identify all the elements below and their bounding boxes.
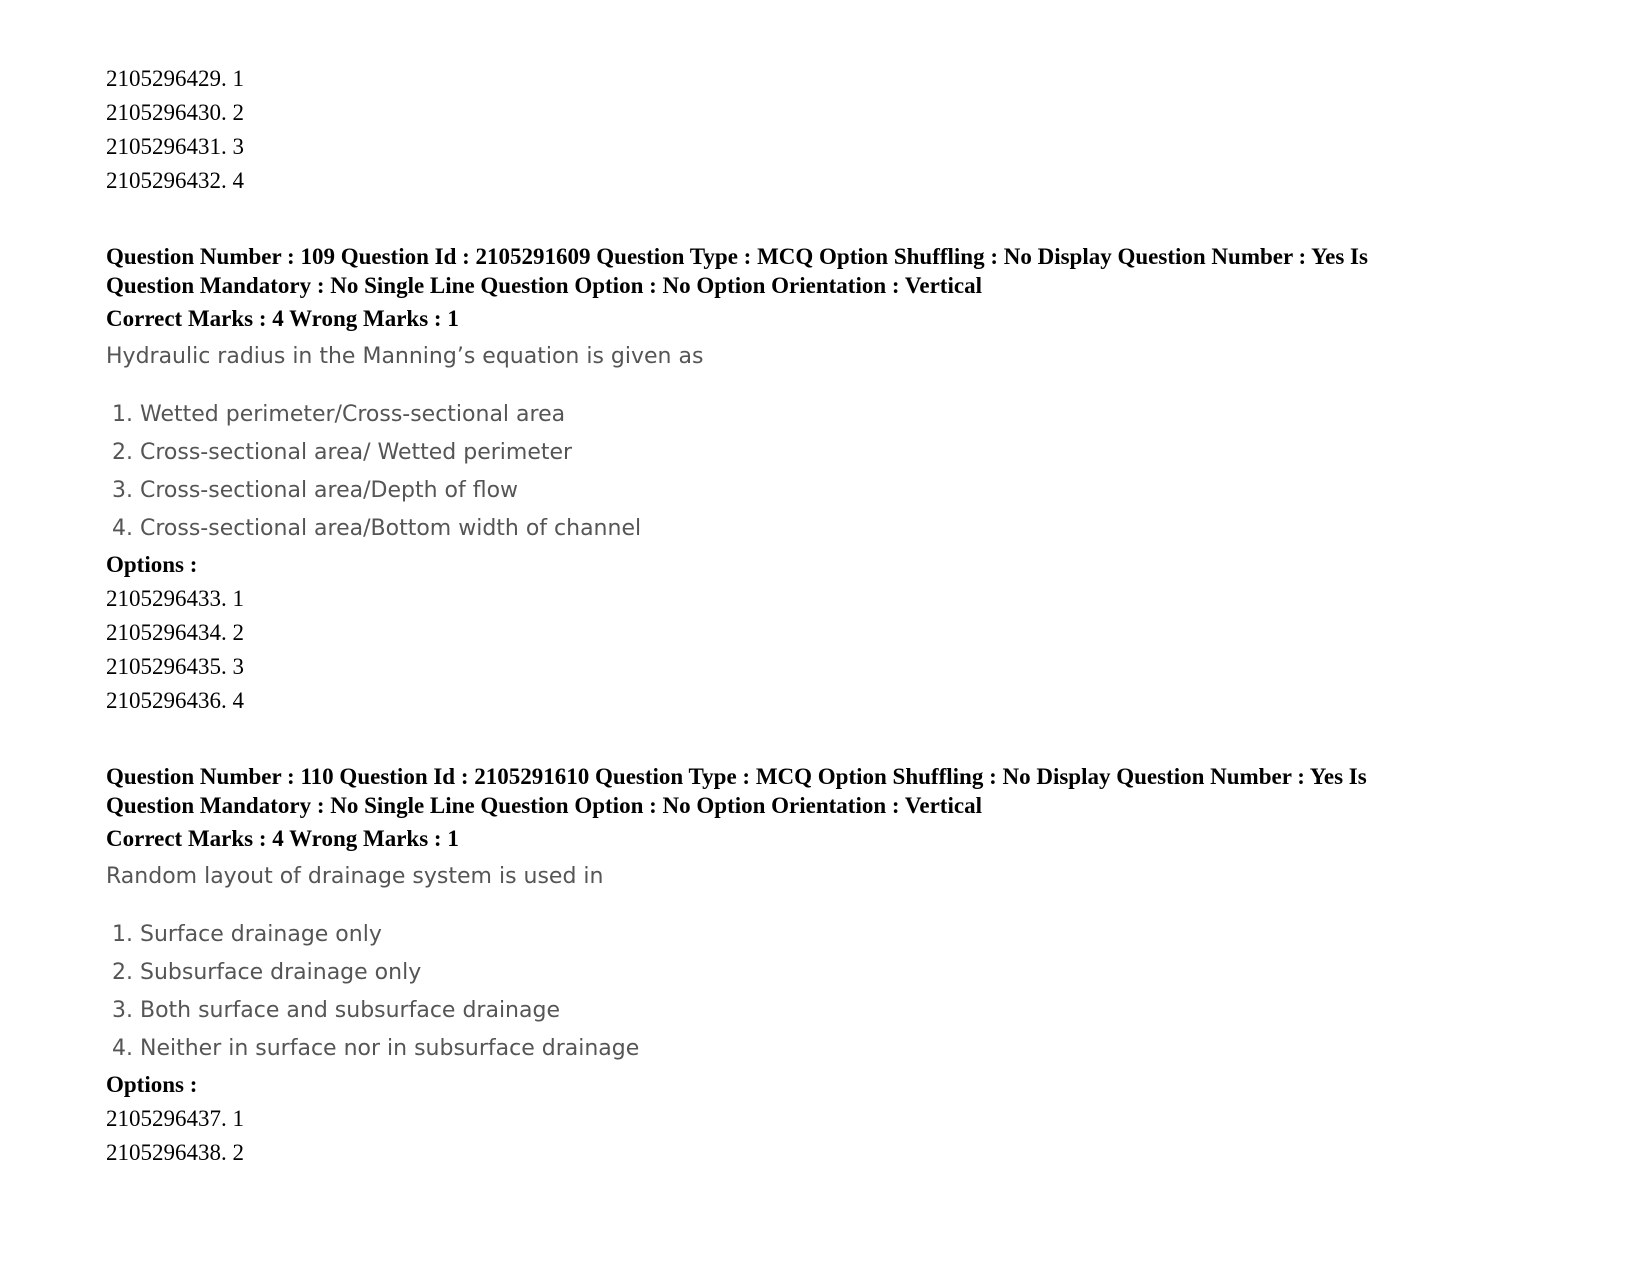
option-id-line: 2105296437. 1 <box>106 1106 244 1131</box>
question-marks: Correct Marks : 4 Wrong Marks : 1 <box>106 306 459 331</box>
question-meta-line1: Question Number : 109 Question Id : 2105291609 Question Type : MCQ Option Shuffling : No Display Question Number : Yes Is <box>106 244 1368 269</box>
document-page <box>106 62 1526 1170</box>
question-meta-line2: Question Mandatory : No Single Line Question Option : No Option Orientation : Vertical <box>106 273 982 298</box>
question-marks: Correct Marks : 4 Wrong Marks : 1 <box>106 826 459 851</box>
question-meta-line1: Question Number : 110 Question Id : 2105291610 Question Type : MCQ Option Shuffling : No Display Question Number : Yes Is <box>106 764 1367 789</box>
answer-choice: 3. Cross-sectional area/Depth of flow <box>112 478 519 503</box>
answer-choices <box>106 916 1526 1068</box>
answer-choice: 4. Neither in surface nor in subsurface drainage <box>112 1036 640 1061</box>
answer-choice: 1. Surface drainage only <box>112 922 382 947</box>
options-label: Options : <box>106 1072 198 1097</box>
option-ids-list <box>106 1102 1526 1170</box>
options-label: Options : <box>106 552 198 577</box>
option-id-line: 2105296435. 3 <box>106 654 244 679</box>
option-id-line: 2105296430. 2 <box>106 100 244 125</box>
question-meta-line2: Question Mandatory : No Single Line Question Option : No Option Orientation : Vertical <box>106 793 982 818</box>
option-id-line: 2105296436. 4 <box>106 688 244 713</box>
option-id-line: 2105296434. 2 <box>106 620 244 645</box>
question-text: Hydraulic radius in the Manning’s equation is given as <box>106 344 704 369</box>
option-id-line: 2105296433. 1 <box>106 586 244 611</box>
question-text: Random layout of drainage system is used in <box>106 864 604 889</box>
spacer <box>106 198 1526 242</box>
option-id-line: 2105296432. 4 <box>106 168 244 193</box>
option-id-line: 2105296429. 1 <box>106 66 244 91</box>
answer-choice: 1. Wetted perimeter/Cross-sectional area <box>112 402 566 427</box>
answer-choices <box>106 396 1526 548</box>
answer-choice: 4. Cross-sectional area/Bottom width of channel <box>112 516 642 541</box>
option-id-line: 2105296431. 3 <box>106 134 244 159</box>
option-ids-list <box>106 582 1526 718</box>
question-block-110 <box>106 762 1526 1170</box>
option-id-line: 2105296438. 2 <box>106 1140 244 1165</box>
previous-options-list <box>106 62 1526 198</box>
answer-choice: 2. Subsurface drainage only <box>112 960 422 985</box>
question-meta <box>106 242 1526 300</box>
answer-choice: 3. Both surface and subsurface drainage <box>112 998 560 1023</box>
answer-choice: 2. Cross-sectional area/ Wetted perimeter <box>112 440 573 465</box>
spacer <box>106 718 1526 762</box>
question-meta <box>106 762 1526 820</box>
question-block-109 <box>106 242 1526 718</box>
